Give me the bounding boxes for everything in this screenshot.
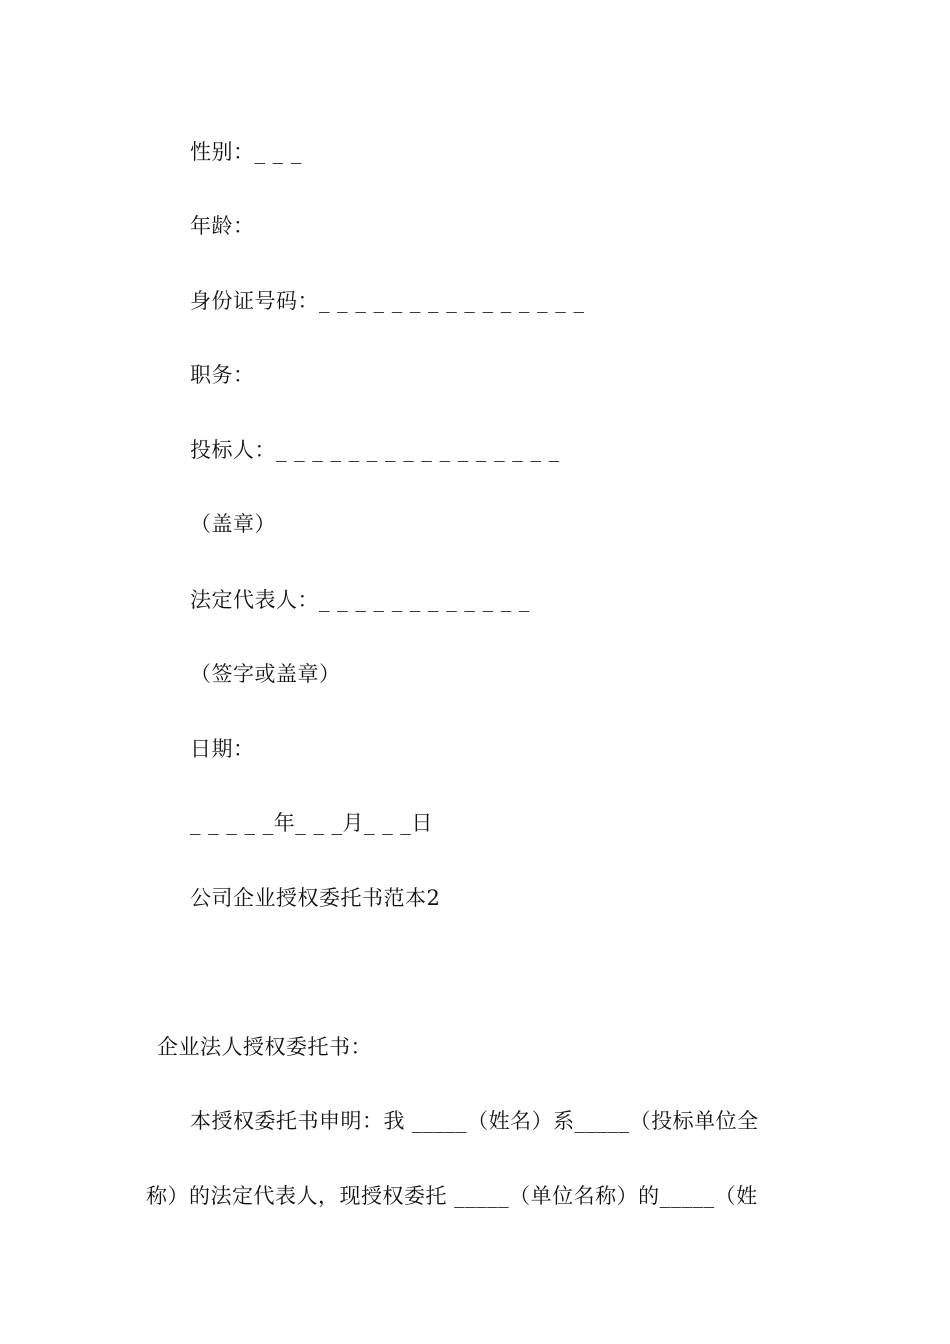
gender-field-line: 性别：_ _ _ (190, 140, 302, 164)
date-value-line: _ _ _ _ _年_ _ _月_ _ _日 (190, 811, 433, 835)
bidder-field-line: 投标人：_ _ _ _ _ _ _ _ _ _ _ _ _ _ _ _ (190, 438, 560, 462)
seal-note: （盖章） (190, 512, 276, 536)
legal-representative-field-line: 法定代表人：_ _ _ _ _ _ _ _ _ _ _ _ (190, 588, 530, 612)
paragraph-line-2: 称）的法定代表人，现授权委托 _____（单位名称）的_____（姓 (146, 1184, 758, 1208)
age-field-line: 年龄： (190, 214, 255, 238)
position-field-line: 职务： (190, 363, 255, 387)
date-label: 日期： (190, 737, 255, 761)
paragraph-line-1: 本授权委托书申明：我 _____（姓名）系_____（投标单位全 (190, 1109, 759, 1133)
sign-or-seal-note: （签字或盖章） (190, 662, 341, 686)
id-number-field-line: 身份证号码：_ _ _ _ _ _ _ _ _ _ _ _ _ _ _ (190, 289, 585, 313)
sample-title: 公司企业授权委托书范本2 (190, 886, 441, 910)
document-heading: 企业法人授权委托书： (157, 1035, 372, 1059)
